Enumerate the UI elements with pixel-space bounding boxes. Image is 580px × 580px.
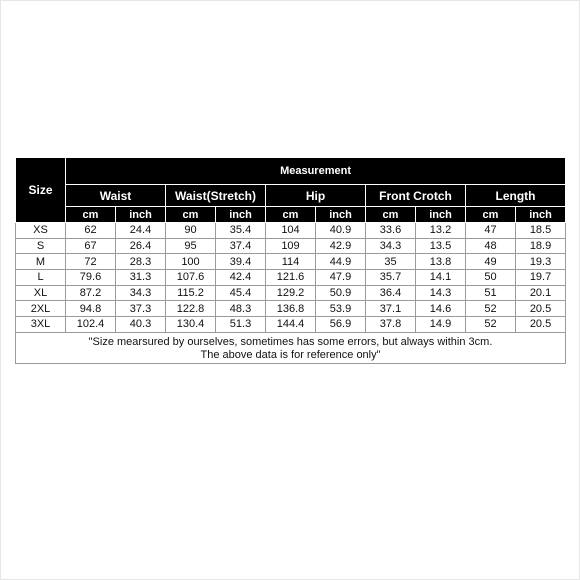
size-table-body bbox=[16, 223, 566, 333]
size-chart-table bbox=[15, 157, 566, 364]
value-cell: 136.8 bbox=[266, 301, 316, 317]
measurement-group-row bbox=[16, 185, 566, 207]
unit-header: cm bbox=[266, 207, 316, 223]
table-row bbox=[16, 317, 566, 333]
value-cell: 36.4 bbox=[366, 285, 416, 301]
value-cell: 48 bbox=[466, 238, 516, 254]
unit-header: cm bbox=[466, 207, 516, 223]
value-cell: 18.9 bbox=[516, 238, 566, 254]
size-label-cell: XS bbox=[16, 223, 66, 239]
value-cell: 62 bbox=[66, 223, 116, 239]
size-label-cell: S bbox=[16, 238, 66, 254]
value-cell: 37.8 bbox=[366, 317, 416, 333]
value-cell: 109 bbox=[266, 238, 316, 254]
value-cell: 53.9 bbox=[316, 301, 366, 317]
table-row bbox=[16, 238, 566, 254]
value-cell: 129.2 bbox=[266, 285, 316, 301]
unit-header: inch bbox=[216, 207, 266, 223]
value-cell: 14.9 bbox=[416, 317, 466, 333]
table-row bbox=[16, 285, 566, 301]
value-cell: 49 bbox=[466, 254, 516, 270]
value-cell: 40.3 bbox=[116, 317, 166, 333]
value-cell: 13.5 bbox=[416, 238, 466, 254]
size-label-cell: 3XL bbox=[16, 317, 66, 333]
value-cell: 102.4 bbox=[66, 317, 116, 333]
value-cell: 67 bbox=[66, 238, 116, 254]
value-cell: 107.6 bbox=[166, 270, 216, 286]
value-cell: 52 bbox=[466, 317, 516, 333]
value-cell: 87.2 bbox=[66, 285, 116, 301]
table-row bbox=[16, 301, 566, 317]
value-cell: 34.3 bbox=[116, 285, 166, 301]
value-cell: 20.5 bbox=[516, 301, 566, 317]
value-cell: 104 bbox=[266, 223, 316, 239]
unit-header: cm bbox=[366, 207, 416, 223]
value-cell: 130.4 bbox=[166, 317, 216, 333]
measurement-header-row bbox=[16, 158, 566, 185]
unit-header: cm bbox=[66, 207, 116, 223]
unit-header: inch bbox=[316, 207, 366, 223]
value-cell: 34.3 bbox=[366, 238, 416, 254]
unit-header: inch bbox=[516, 207, 566, 223]
value-cell: 26.4 bbox=[116, 238, 166, 254]
group-header: Waist(Stretch) bbox=[166, 185, 266, 207]
value-cell: 19.7 bbox=[516, 270, 566, 286]
value-cell: 35 bbox=[366, 254, 416, 270]
value-cell: 50.9 bbox=[316, 285, 366, 301]
value-cell: 52 bbox=[466, 301, 516, 317]
value-cell: 14.1 bbox=[416, 270, 466, 286]
size-label-cell: XL bbox=[16, 285, 66, 301]
unit-header: inch bbox=[116, 207, 166, 223]
value-cell: 51.3 bbox=[216, 317, 266, 333]
value-cell: 47.9 bbox=[316, 270, 366, 286]
group-header: Waist bbox=[66, 185, 166, 207]
size-label-cell: M bbox=[16, 254, 66, 270]
measurement-header: Measurement bbox=[66, 158, 566, 185]
table-row bbox=[16, 270, 566, 286]
value-cell: 37.4 bbox=[216, 238, 266, 254]
value-cell: 14.6 bbox=[416, 301, 466, 317]
value-cell: 94.8 bbox=[66, 301, 116, 317]
group-header: Length bbox=[466, 185, 566, 207]
value-cell: 37.1 bbox=[366, 301, 416, 317]
value-cell: 95 bbox=[166, 238, 216, 254]
table-row bbox=[16, 223, 566, 239]
value-cell: 90 bbox=[166, 223, 216, 239]
size-label-cell: L bbox=[16, 270, 66, 286]
reference-note bbox=[16, 332, 566, 363]
size-column-header: Size bbox=[16, 158, 66, 223]
value-cell: 42.9 bbox=[316, 238, 366, 254]
value-cell: 19.3 bbox=[516, 254, 566, 270]
unit-header: cm bbox=[166, 207, 216, 223]
value-cell: 45.4 bbox=[216, 285, 266, 301]
value-cell: 20.1 bbox=[516, 285, 566, 301]
value-cell: 144.4 bbox=[266, 317, 316, 333]
value-cell: 47 bbox=[466, 223, 516, 239]
note-row bbox=[16, 332, 566, 363]
value-cell: 13.8 bbox=[416, 254, 466, 270]
value-cell: 35.7 bbox=[366, 270, 416, 286]
value-cell: 24.4 bbox=[116, 223, 166, 239]
value-cell: 13.2 bbox=[416, 223, 466, 239]
value-cell: 72 bbox=[66, 254, 116, 270]
value-cell: 18.5 bbox=[516, 223, 566, 239]
value-cell: 115.2 bbox=[166, 285, 216, 301]
group-header: Hip bbox=[266, 185, 366, 207]
value-cell: 39.4 bbox=[216, 254, 266, 270]
value-cell: 31.3 bbox=[116, 270, 166, 286]
note-line-2: The above data is for reference only" bbox=[200, 348, 381, 361]
note-line-1: "Size mearsured by ourselves, sometimes has some errors, but always within 3cm. bbox=[88, 335, 493, 348]
value-cell: 35.4 bbox=[216, 223, 266, 239]
size-label-cell: 2XL bbox=[16, 301, 66, 317]
unit-header: inch bbox=[416, 207, 466, 223]
value-cell: 121.6 bbox=[266, 270, 316, 286]
value-cell: 48.3 bbox=[216, 301, 266, 317]
value-cell: 42.4 bbox=[216, 270, 266, 286]
value-cell: 51 bbox=[466, 285, 516, 301]
value-cell: 114 bbox=[266, 254, 316, 270]
value-cell: 40.9 bbox=[316, 223, 366, 239]
value-cell: 56.9 bbox=[316, 317, 366, 333]
group-header: Front Crotch bbox=[366, 185, 466, 207]
value-cell: 14.3 bbox=[416, 285, 466, 301]
value-cell: 20.5 bbox=[516, 317, 566, 333]
value-cell: 100 bbox=[166, 254, 216, 270]
table-row bbox=[16, 254, 566, 270]
value-cell: 37.3 bbox=[116, 301, 166, 317]
value-cell: 122.8 bbox=[166, 301, 216, 317]
value-cell: 28.3 bbox=[116, 254, 166, 270]
value-cell: 79.6 bbox=[66, 270, 116, 286]
unit-row bbox=[16, 207, 566, 223]
value-cell: 50 bbox=[466, 270, 516, 286]
value-cell: 33.6 bbox=[366, 223, 416, 239]
value-cell: 44.9 bbox=[316, 254, 366, 270]
